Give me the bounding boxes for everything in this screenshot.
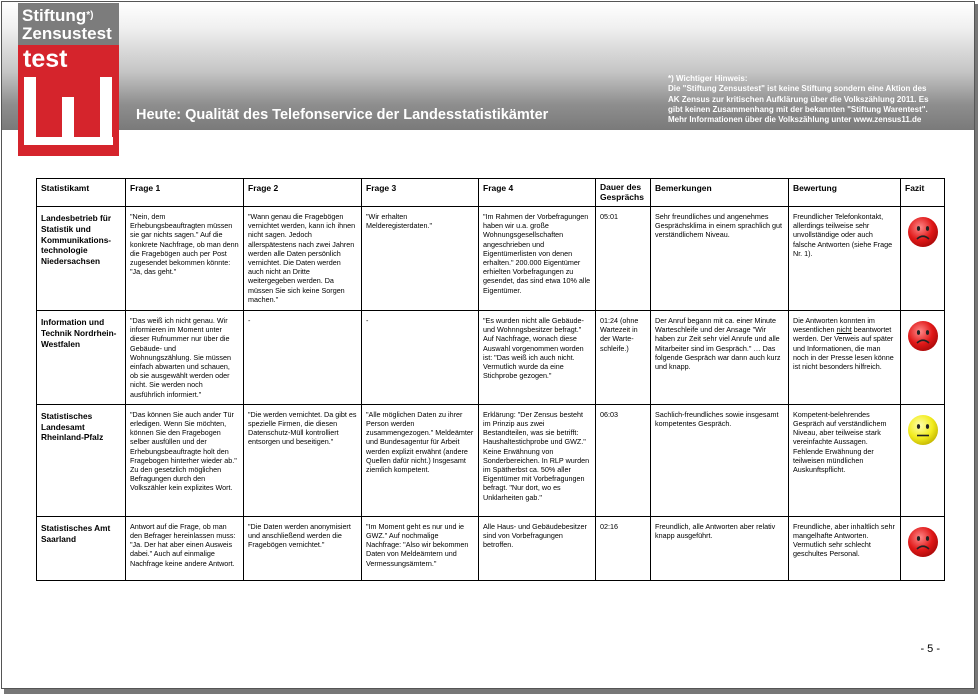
logo-word-test: test	[23, 45, 68, 73]
header-frage-3: Frage 3	[362, 179, 479, 207]
table-row	[37, 516, 945, 580]
note-line-3: AK Zensus zur kritischen Aufklärung über die Volkszählung 2011. Es	[668, 94, 929, 104]
cell-bewertung: Kompetent-belehrendes Gespräch auf verständlichem Niveau, aber teilweise stark vereinfachte Aussagen. Fehlende Erwähnung der teilweisen mündlichen Auskunftspflicht.	[789, 404, 901, 516]
header-dauer: Dauer des Gesprächs	[596, 179, 651, 207]
page-title: Heute: Qualität des Telefonservice der Landesstatistikämter	[136, 107, 549, 123]
logo-bar-3	[100, 77, 112, 145]
cell-fazit	[901, 207, 945, 311]
cell-bewertung: Freundlicher Telefonkontakt, allerdings teilweise sehr unvollständige oder auch falsche Antworten (siehe Frage Nr. 1).	[789, 207, 901, 311]
cell-frage-4: "Es wurden nicht alle Gebäude- und Wohnngsbesitzer befragt." Auf Nachfrage, wonach diese Auswahl vorgenommen worden ist: "Das weiß ich auch nicht. Vermutlich wurde da eine Stichprobe gezogen."	[479, 311, 596, 405]
results-table	[36, 178, 945, 581]
header-fazit: Fazit	[901, 179, 945, 207]
cell-dauer: 05:01	[596, 207, 651, 311]
sad-face-icon	[907, 526, 939, 558]
cell-frage-2: "Wann genau die Fragebögen vernichtet werden, kann ich ihnen nicht sagen. Jedoch allerspätestens nach zwei Jahren werden alle Daten persönlich vernichtet. Die Daten werden auch nicht an Dritte weitergegeben werden. Da müssen Sie sich keine Sorgen machen."	[244, 207, 362, 311]
table-row	[37, 311, 945, 405]
cell-frage-1: "Das können Sie auch ander Tür erledigen. Wenn Sie möchten, können Sie den Fragebogen selber ausfüllen und der Erhebungsbeauftragte holt den Fragebogen hinterher wieder ab." Zu den gesetzlich möglichen Befragungen durch den Volkszähler kein explizites Wort.	[126, 404, 244, 516]
header-frage-1: Frage 1	[126, 179, 244, 207]
header-bemerkungen: Bemerkungen	[651, 179, 789, 207]
logo-bar-2	[62, 97, 74, 145]
cell-frage-4: Erklärung: "Der Zensus besteht im Prinzip aus zwei Bestandteilen, was sie betrifft: Haushaltestichprobe und GWZ." Keine Erwähnung von Sonderbereichen. In RLP wurden im Spätherbst ca. 50% aller Eigentümer mit Vorbefragungen befragt. "Nur dort, wo es Unklarheiten gab."	[479, 404, 596, 516]
cell-bemerkungen: Der Anruf begann mit ca. einer Minute Warteschleife und der Ansage "Wir haben zur Zeit sehr viel Anrufe und alle Mitarbeiter sind im Gespräch." … Das folgende Gespräch war dann auch kurz und knapp.	[651, 311, 789, 405]
header-statistikamt: Statistikamt	[37, 179, 126, 207]
logo-line-zensustest: Zensustest	[22, 24, 112, 43]
cell-frage-3: -	[362, 311, 479, 405]
cell-dauer: 02:16	[596, 516, 651, 580]
cell-bemerkungen: Freundlich, alle Antworten aber relativ knapp ausgeführt.	[651, 516, 789, 580]
neutral-face-icon	[907, 414, 939, 446]
cell-frage-1: Antwort auf die Frage, ob man den Befrager hereinlassen muss: "Ja. Der hat aber einen Ausweis dabei." Auch auf einmalige Nachfrage keine andere Antwort.	[126, 516, 244, 580]
logo-red-block	[18, 45, 119, 156]
header-bewertung: Bewertung	[789, 179, 901, 207]
cell-frage-3: "Alle möglichen Daten zu ihrer Person werden zusammengezogen." Meldeämter und Bundesagentur für Arbeit werden explizit erwähnt (andere Quellen dafür nicht.) Insgesamt ziemlich kompetent.	[362, 404, 479, 516]
cell-frage-1: "Das weiß ich nicht genau. Wir informieren im Moment unter dieser Rufnummer nur über die Gebäude- und Wohnungszählung. Sie müssen einfach abwarten und schauen, ob sie ausgewählt werden oder nicht. Sie werden noch ausführlich informiert."	[126, 311, 244, 405]
cell-bemerkungen: Sachlich-freundliches sowie insgesamt kompetentes Gespräch.	[651, 404, 789, 516]
cell-bemerkungen: Sehr freundliches und angenehmes Gesprächsklima in einem sprachlich gut verständlichem Niveau.	[651, 207, 789, 311]
cell-frage-2: "Die Daten werden anonymisiert und anschließend werden die Fragebögen vernichtet."	[244, 516, 362, 580]
note-line-1: *) Wichtiger Hinweis:	[668, 74, 748, 83]
header-note	[668, 74, 968, 125]
header-frage-2: Frage 2	[244, 179, 362, 207]
cell-statistikamt: Information und Technik Nordrhein-Westfalen	[37, 311, 126, 405]
cell-frage-2: "Die werden vernichtet. Da gibt es spezielle Firmen, die diesen Datenschutz-Müll kontrolliert entsorgen und beseitigen."	[244, 404, 362, 516]
cell-frage-3: "Im Moment geht es nur und ie GWZ." Auf nochmalige Nachfrage: "Also wir bekommen Daten von Meldeämtern und Vermessungsämtern."	[362, 516, 479, 580]
stiftung-zensustest-logo	[18, 3, 119, 156]
underlined-word: nicht	[836, 325, 852, 335]
table-row	[37, 404, 945, 516]
cell-bewertung: Freundliche, aber inhaltlich sehr mangelhafte Antworten. Vermutlich sehr schlecht geschultes Personal.	[789, 516, 901, 580]
note-line-5: Mehr Informationen über die Volkszählung unter www.zensus11.de	[668, 115, 922, 125]
cell-fazit	[901, 516, 945, 580]
logo-gray-block	[18, 3, 119, 45]
cell-frage-3: "Wir erhalten Melderegisterdaten."	[362, 207, 479, 311]
cell-dauer: 01:24 (ohne Wartezeit in der Warte-schleife.)	[596, 311, 651, 405]
cell-frage-1: "Nein, dem Erhebungsbeauftragten müssen sie gar nichts sagen." Auf die konkrete Nachfrage, ob man denn die Fragebögen auch per Post zugesendet bekommen könnte: "Ja, das geht."	[126, 207, 244, 311]
page-shadow-bottom	[4, 689, 978, 694]
logo-bar-1	[24, 77, 36, 145]
header-frage-4: Frage 4	[479, 179, 596, 207]
cell-statistikamt: Statistisches Amt Saarland	[37, 516, 126, 580]
sad-face-icon	[907, 216, 939, 248]
cell-fazit	[901, 311, 945, 405]
cell-statistikamt: Landesbetrieb für Statistik und Kommunikations-technologie Niedersachsen	[37, 207, 126, 311]
sad-face-icon	[907, 320, 939, 352]
table-header-row	[37, 179, 945, 207]
page-number: - 5 -	[920, 643, 940, 655]
table-row	[37, 207, 945, 311]
cell-bewertung: Die Antworten konnten im wesentlichen nicht beantwortet werden. Der Verweis auf später und Informationen, die man noch in der Presse lesen könne ist nicht besonders hilfreich.	[789, 311, 901, 405]
note-line-2: Die "Stiftung Zensustest" ist keine Stiftung sondern eine Aktion des	[668, 84, 927, 94]
cell-frage-2: -	[244, 311, 362, 405]
cell-dauer: 06:03	[596, 404, 651, 516]
cell-frage-4: Alle Haus- und Gebäudebesitzer sind von Vorbefragungen betroffen.	[479, 516, 596, 580]
cell-frage-4: "Im Rahmen der Vorbefragungen haben wir u.a. große Wohnungsgesellschaften angeschrieben und Eigentümerlisten von denen erhalten." 200.000 Eigentümer erhielten Vorbefragungen zu gesendet, das sind etwa 10% alle Eigentümer.	[479, 207, 596, 311]
note-line-4: gibt keinen Zusammenhang mit der bekannten "Stiftung Warentest".	[668, 104, 928, 114]
logo-line-stiftung: Stiftung*)	[22, 6, 94, 25]
cell-fazit	[901, 404, 945, 516]
cell-statistikamt: Statistisches Landesamt Rheinland-Pfalz	[37, 404, 126, 516]
